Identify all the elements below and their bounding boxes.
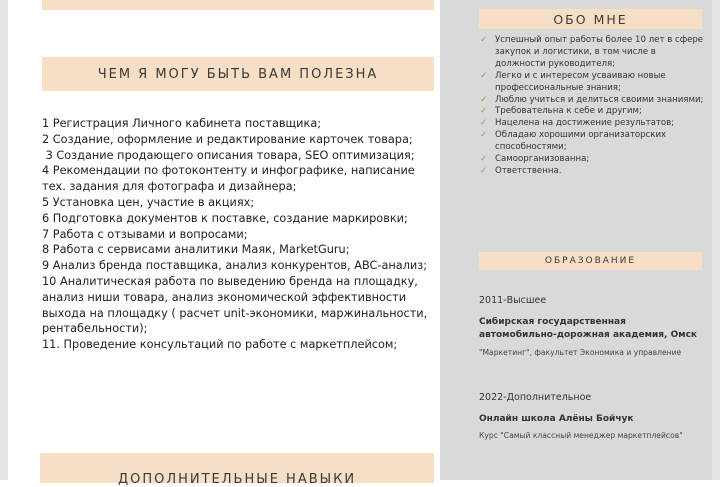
- service-item: 11. Проведение консультаций по работе с маркетплейсом;: [42, 338, 398, 352]
- additional-skills-header: [40, 453, 434, 487]
- education-institution: Сибирская государственная автомобильно-дорожная академия, Омск: [479, 317, 698, 340]
- about-item: ✓ Люблю учиться и делиться своими знаниями;: [480, 94, 704, 105]
- service-item: 4 Рекомендации по фотоконтенту и инфографике, написание тех. задания для фотографа и дизайнера;: [42, 164, 419, 194]
- service-item: 8 Работа с сервисами аналитики Маяк, MarketGuru;: [42, 243, 350, 257]
- education-header: [479, 252, 702, 270]
- top-accent-band: [42, 0, 434, 10]
- checkmark-icon: ✓: [480, 118, 488, 129]
- education-details: "Маркетинг", факультет Экономика и управление: [479, 348, 682, 357]
- service-item: 7 Работа с отзывами и вопросами;: [42, 227, 248, 241]
- about-item: ✓ Обладаю хорошими организаторских способностями;: [480, 130, 667, 153]
- checkmark-icon: ✓: [480, 35, 488, 45]
- education-title: ОБРАЗОВАНИЕ: [544, 256, 637, 266]
- about-item: ✓ Успешный опыт работы более 10 лет в сфере закупок и логистики, в том числе в должности руководителя;: [480, 35, 704, 69]
- education-entry: [479, 295, 705, 359]
- service-item: 1 Регистрация Личного кабинета поставщика;: [42, 117, 322, 130]
- about-item: ✓ Нацелена на достижение результатов;: [480, 118, 675, 129]
- services-section-title: ЧЕМ Я МОГУ БЫТЬ ВАМ ПОЛЕЗНА: [97, 66, 379, 82]
- about-title: ОБО МНЕ: [553, 11, 628, 27]
- services-list: [42, 116, 434, 353]
- education-entry: [479, 392, 705, 441]
- about-header: [479, 9, 702, 29]
- about-item: ✓ Ответственна.: [480, 165, 562, 176]
- education-institution: Онлайн школа Алёны Бойчук: [479, 414, 634, 424]
- checkmark-icon: ✓: [480, 130, 488, 141]
- service-item: 10 Аналитическая работа по выведению бренда на площадку, анализ ниши товара, анализ экономической эффективности выхода на площадку ( расчет unit-экономики, маржинальности, рентабельности);: [42, 274, 431, 336]
- about-item: ✓ Требовательна к себе и другим;: [480, 106, 642, 117]
- service-item: 3 Создание продающего описания товара, SEO оптимизация;: [42, 148, 415, 162]
- service-item: 5 Установка цен, участие в акциях;: [42, 195, 255, 209]
- education-year: 2022-Дополнительное: [479, 392, 592, 403]
- about-item: ✓ Самоорганизованна;: [480, 154, 590, 165]
- service-item: 9 Анализ бренда поставщика, анализ конкурентов, ABC-анализ;: [42, 259, 428, 273]
- education-year: 2011-Высшее: [479, 295, 547, 306]
- checkmark-icon: ✓: [480, 70, 488, 81]
- checkmark-icon: ✓: [480, 94, 488, 105]
- page-frame-right: [712, 0, 720, 480]
- services-section-header: [42, 57, 434, 91]
- additional-skills-title: ДОПОЛНИТЕЛЬНЫЕ НАВЫКИ: [117, 472, 357, 487]
- checkmark-icon: ✓: [480, 154, 488, 165]
- checkmark-icon: ✓: [480, 106, 488, 117]
- education-details: Курс "Самый классный менеджер маркетплейсов": [479, 430, 683, 440]
- page-frame-left: [0, 0, 8, 480]
- checkmark-icon: ✓: [480, 165, 488, 176]
- about-list: [480, 35, 708, 178]
- service-item: 6 Подготовка документов к поставке, создание маркировки;: [42, 211, 408, 225]
- about-item: ✓ Легко и с интересом усваиваю новые профессиональные знания;: [480, 70, 666, 93]
- service-item: 2 Создание, оформление и редактирование карточек товара;: [42, 132, 413, 146]
